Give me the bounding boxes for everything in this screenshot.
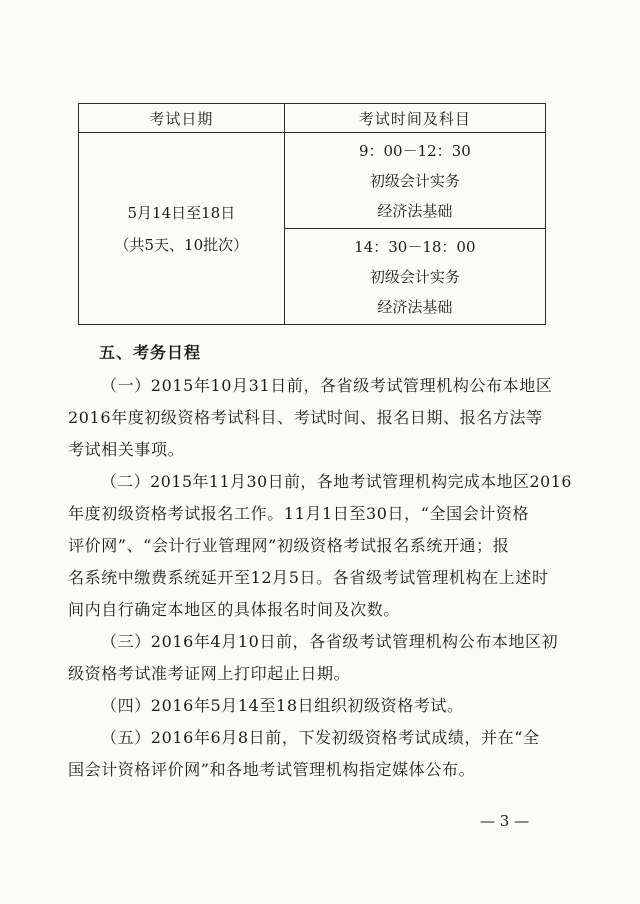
session-subject: 经济法基础 [377, 201, 453, 220]
page-number: — 3 — [480, 812, 530, 830]
section-heading: 五、考务日程 [99, 343, 202, 362]
afternoon-session-cell [284, 229, 545, 325]
paragraph-line: （五）2016年6月8日前，下发初级资格考试成绩，并在“全 [101, 728, 540, 747]
paragraph-line: （四）2016年5月14至18日组织初级资格考试。 [101, 696, 464, 715]
paragraph-line: 评价网”、“会计行业管理网”初级资格考试报名系统开通；报 [68, 536, 510, 555]
paragraph-line: 考试相关事项。 [68, 440, 185, 459]
table-row [79, 133, 546, 229]
morning-session-cell [284, 133, 545, 229]
exam-date-cell [79, 133, 285, 325]
exam-date-batches: （共5天、10批次） [114, 235, 249, 254]
header-exam-time-subject: 考试时间及科目 [284, 104, 545, 133]
paragraph-line: 间内自行确定本地区的具体报名时间及次数。 [68, 600, 401, 619]
exam-schedule-table [78, 103, 546, 325]
paragraph-line: （三）2016年4月10日前，各省级考试管理机构公布本地区初 [101, 632, 559, 651]
table-header-row [79, 104, 546, 133]
paragraph-line: 国会计资格评价网”和各地考试管理机构指定媒体公布。 [68, 760, 476, 779]
session-time: 14：30－18：00 [354, 237, 476, 256]
paragraph-line: （二）2015年11月30日前，各地考试管理机构完成本地区2016 [101, 472, 572, 491]
session-subject: 经济法基础 [377, 297, 453, 316]
session-subject: 初级会计实务 [369, 267, 460, 286]
session-subject: 初级会计实务 [369, 171, 460, 190]
paragraph-line: 年度初级资格考试报名工作。11月1日至30日，“全国会计资格 [68, 504, 530, 523]
exam-date-range: 5月14日至18日 [127, 203, 236, 222]
header-exam-date: 考试日期 [79, 104, 285, 133]
paragraph-line: （一）2015年10月31日前，各省级考试管理机构公布本地区 [101, 376, 553, 395]
paragraph-line: 级资格考试准考证网上打印起止日期。 [68, 664, 351, 683]
paragraph-line: 名系统中缴费系统延开至12月5日。各省级考试管理机构在上述时 [68, 568, 549, 587]
paragraph-line: 2016年度初级资格考试科目、考试时间、报名日期、报名方法等 [68, 408, 543, 427]
session-time: 9：00－12：30 [358, 141, 471, 160]
